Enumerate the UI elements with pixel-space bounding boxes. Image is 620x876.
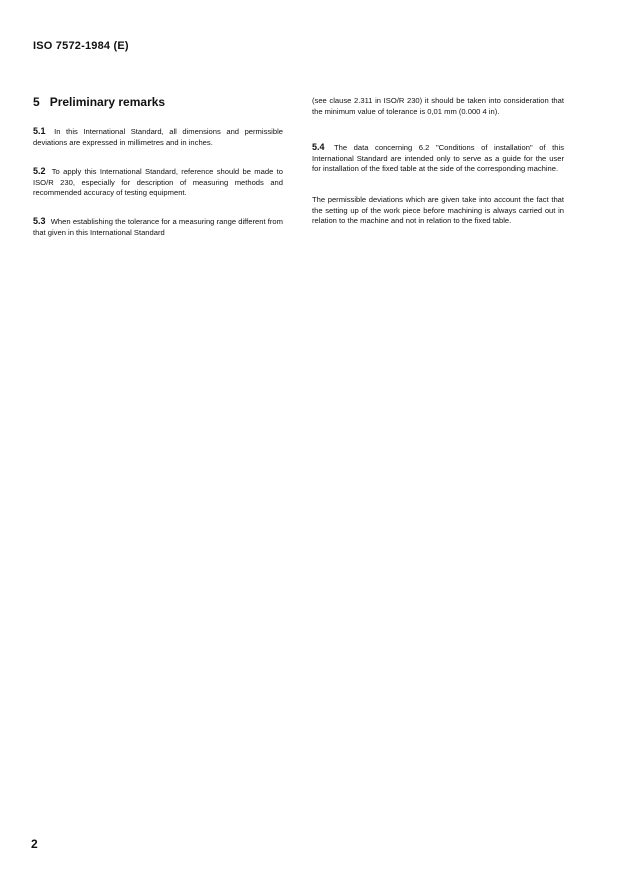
clause-number: 5.1 [33,126,46,136]
clause-text: To apply this International Standard, reference should be made to ISO/R 230, especially for description of measuring methods and recommended accuracy of testing equipment. [33,167,283,198]
section-title-text: Preliminary remarks [49,95,166,109]
clause-5-2 [33,166,283,199]
clause-text: The data concerning 6.2 "Conditions of installation" of this International Standard are intended only to serve as a guide for the user for installation of the fixed table at the side of the corresponding machine. [312,143,564,174]
clause-5-3 [33,216,283,238]
clause-number: 5.2 [33,166,46,176]
clause-text: When establishing the tolerance for a measuring range different from that given in this International Standard [33,217,283,237]
clause-number: 5.3 [33,216,46,226]
clause-5-1 [33,126,283,148]
clause-5-4 [312,142,564,175]
clause-text: (see clause 2.311 in ISO/R 230) it should be taken into consideration that the minimum value of tolerance is 0,01 mm (0.000 4 in). [312,96,564,116]
document-header: ISO 7572-1984 (E) [33,40,129,52]
section-number: 5 [33,95,40,109]
page-number: 2 [31,837,38,851]
clause-5-4-paragraph-2 [312,195,564,227]
clause-number: 5.4 [312,142,325,152]
clause-text: The permissible deviations which are given take into account the fact that the setting up of the work piece before machining is always carried out in relation to the machine and not in relation to the fixed table. [312,195,564,226]
clause-5-3-continued [312,96,564,117]
section-heading [33,95,165,109]
clause-text: In this International Standard, all dimensions and permissible deviations are expressed in millimetres and in inches. [33,127,283,147]
